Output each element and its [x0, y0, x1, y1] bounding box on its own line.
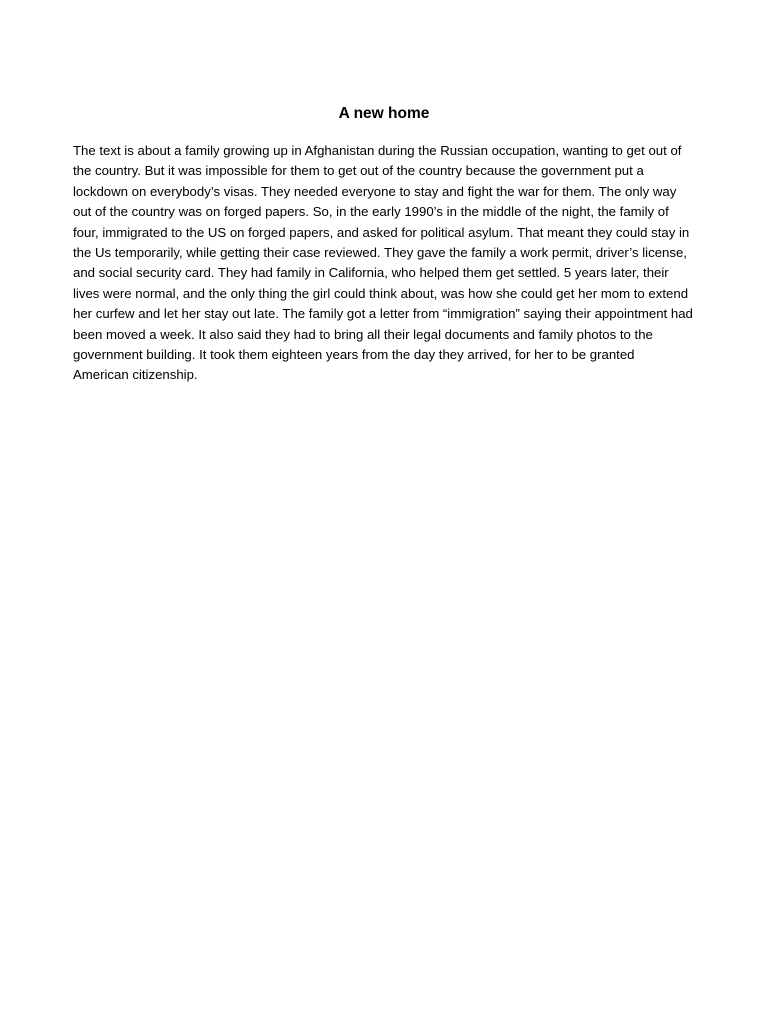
- document-title: A new home: [338, 105, 430, 122]
- document-body-paragraph: The text is about a family growing up in Afghanistan during the Russian occupation, wanting to get out of the country. But it was impossible for them to get out of the country because the government put a lockdown on everybody’s visas. They needed everyone to stay and fight the war for them. The only way out of the country was on forged papers. So, in the early 1990’s in the middle of the night, the family of four, immigrated to the US on forged papers, and asked for political asylum. That meant they could stay in the Us temporarily, while getting their case reviewed. They gave the family a work permit, driver’s license, and social security card. They had family in California, who helped them get settled. 5 years later, their lives were normal, and the only thing the girl could think about, was how she could get her mom to extend her curfew and let her stay out late. The family got a letter from “immigration” saying their appointment had been moved a week. It also said they had to bring all their legal documents and family photos to the government building. It took them eighteen years from the day they arrived, for her to be granted American citizenship.: [73, 143, 693, 383]
